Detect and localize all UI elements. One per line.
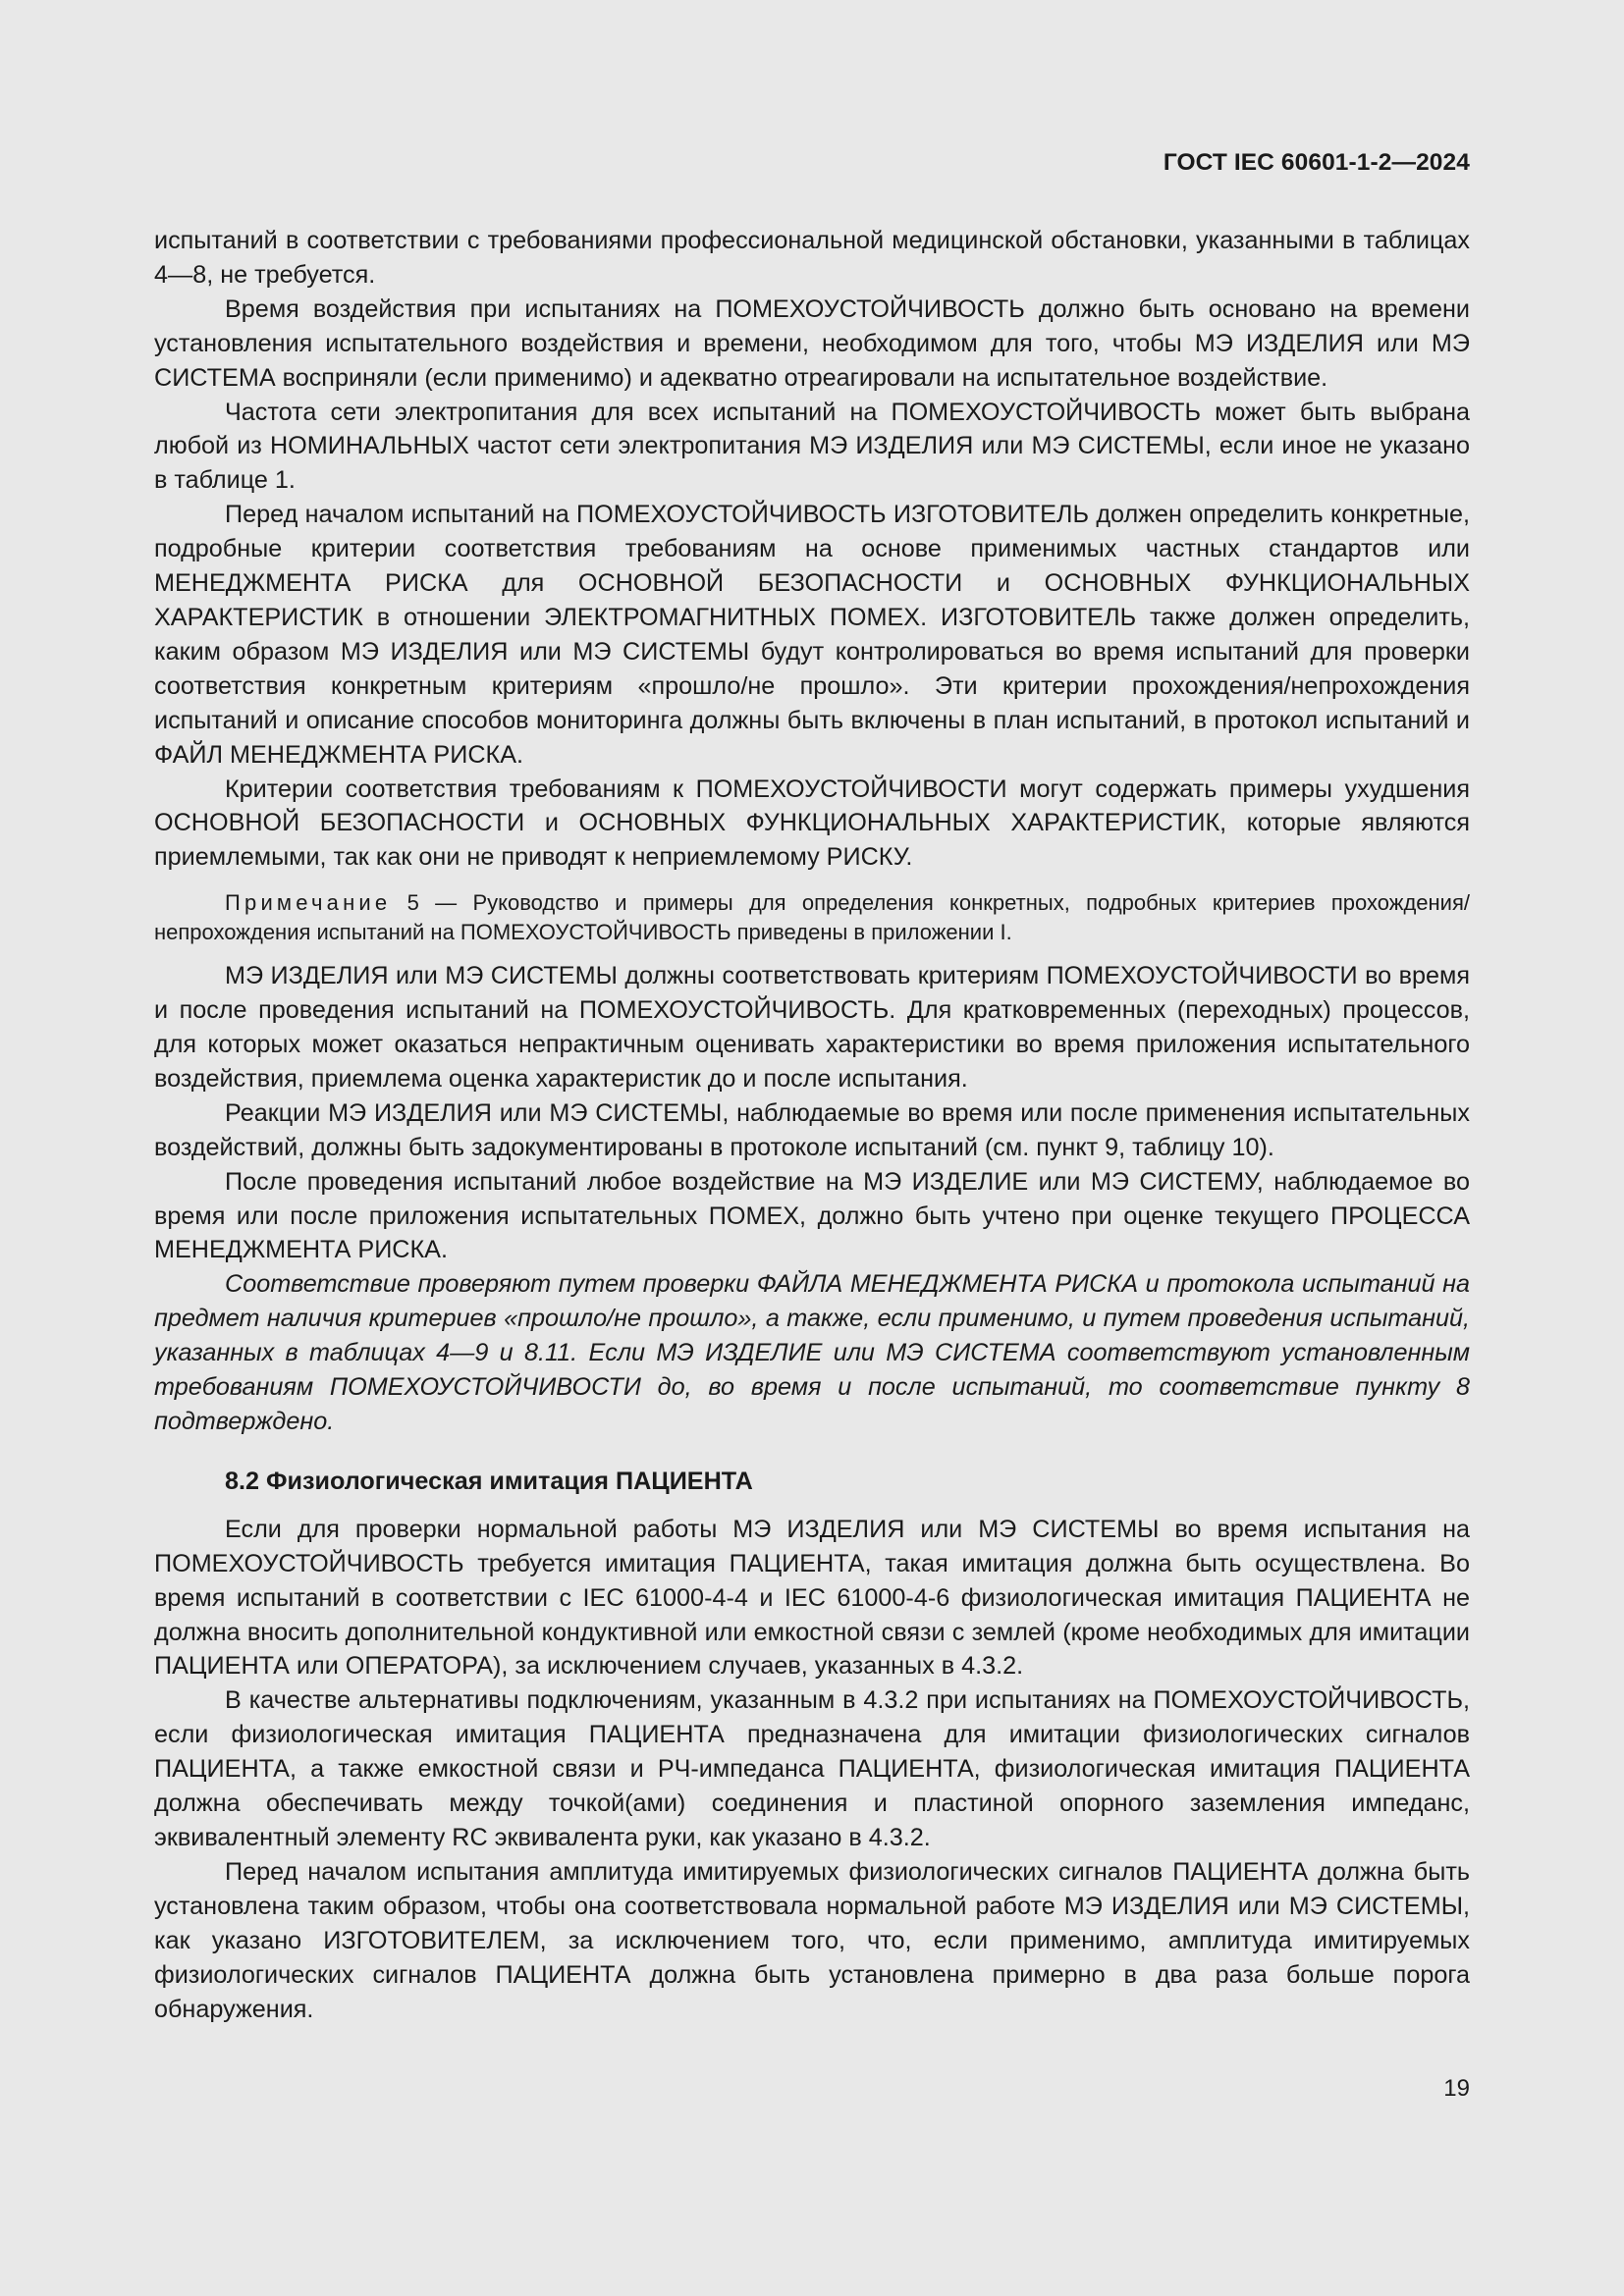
paragraph-pass-fail-criteria: Перед началом испытаний на ПОМЕХОУСТОЙЧИВОСТЬ ИЗГОТОВИТЕЛЬ должен определить конкретные, подробные критерии соответствия требованиям на основе применимых частных стандартов или МЕНЕДЖМЕНТА РИСКА для ОСНОВНОЙ БЕЗОПАСНОСТИ и ОСНОВНЫХ ФУНКЦИОНАЛЬНЫХ ХАРАКТЕРИСТИК в отношении ЭЛЕКТРОМАГНИТНЫХ ПОМЕХ. ИЗГОТОВИТЕЛЬ также должен определить, каким образом МЭ ИЗДЕЛИЯ или МЭ СИСТЕМЫ будут контролироваться во время испытаний для проверки соответствия конкретным критериям «прошло/не прошло». Эти критерии прохождения/непрохождения испытаний и описание способов мониторинга должны быть включены в план испытаний, в протокол испытаний и ФАЙЛ МЕНЕДЖМЕНТА РИСКА. bbox=[154, 501, 1470, 769]
page-number: 19 bbox=[1443, 2075, 1470, 2102]
paragraph-patient-simulation: Если для проверки нормальной работы МЭ ИЗДЕЛИЯ или МЭ СИСТЕМЫ во время испытания на ПОМЕХОУСТОЙЧИВОСТЬ требуется имитация ПАЦИЕНТА, такая имитация должна быть осуществлена. Во время испытаний в соответствии с IEC 61000-4-4 и IEC 61000-4-6 физиологическая имитация ПАЦИЕНТА не должна вносить дополнительной кондуктивной или емкостной связи с землей (кроме необходимых для имитации ПАЦИЕНТА или ОПЕРАТОРА), за исключением случаев, указанных в 4.3.2. bbox=[154, 1515, 1470, 1681]
paragraph-risk-process: После проведения испытаний любое воздействие на МЭ ИЗДЕЛИЕ или МЭ СИСТЕМУ, наблюдаемое во время или после приложения испытательных ПОМЕХ, должно быть учтено при оценке текущего ПРОЦЕССА МЕНЕДЖМЕНТА РИСКА. bbox=[154, 1167, 1470, 1264]
paragraph-signal-amplitude: Перед началом испытания амплитуда имитируемых физиологических сигналов ПАЦИЕНТА должна быть установлена таким образом, чтобы она соответствовала нормальной работе МЭ ИЗДЕЛИЯ или МЭ СИСТЕМЫ, как указано ИЗГОТОВИТЕЛЕМ, за исключением того, что, если применимо, амплитуда имитируемых физиологических сигналов ПАЦИЕНТА должна быть установлена примерно в два раза больше порога обнаружения. bbox=[154, 1857, 1470, 2023]
note-number: 5 — bbox=[391, 890, 473, 916]
section-heading-8-2: 8.2 Физиологическая имитация ПАЦИЕНТА bbox=[225, 1467, 753, 1495]
paragraph-mains-frequency: Частота сети электропитания для всех испытаний на ПОМЕХОУСТОЙЧИВОСТЬ может быть выбрана любой из НОМИНАЛЬНЫХ частот сети электропитания МЭ ИЗДЕЛИЯ или МЭ СИСТЕМЫ, если иное не указано в таблице 1. bbox=[154, 398, 1470, 495]
paragraph-exposure-time: Время воздействия при испытаниях на ПОМЕХОУСТОЙЧИВОСТЬ должно быть основано на времени установления испытательного воздействия и времени, необходимом для того, чтобы МЭ ИЗДЕЛИЯ или МЭ СИСТЕМА восприняли (если применимо) и адекватно отреагировали на испытательное воздействие. bbox=[154, 294, 1470, 392]
paragraph-alternative-connections: В качестве альтернативы подключениям, указанным в 4.3.2 при испытаниях на ПОМЕХОУСТОЙЧИВОСТЬ, если физиологическая имитация ПАЦИЕНТА предназначена для имитации физиологических сигналов ПАЦИЕНТА, а также емкостной связи и РЧ-импеданса ПАЦИЕНТА, физиологическая имитация ПАЦИЕНТА должна обеспечивать между точкой(ами) соединения и пластиной опорного заземления импеданс, эквивалентный элементу RC эквивалента руки, как указано в 4.3.2. bbox=[154, 1686, 1470, 1851]
paragraph-responses-documented: Реакции МЭ ИЗДЕЛИЯ или МЭ СИСТЕМЫ, наблюдаемые во время или после применения испытательных воздействий, должны быть задокументированы в протоколе испытаний (см. пункт 9, таблицу 10). bbox=[154, 1098, 1470, 1161]
note-5 bbox=[154, 888, 1470, 947]
note-text: Руководство и примеры для определения конкретных, подробных критериев прохождения/непрохождения испытаний на ПОМЕХОУСТОЙЧИВОСТЬ приведены в приложении I. bbox=[154, 890, 1470, 945]
paragraph-continuation: испытаний в соответствии с требованиями профессиональной медицинской обстановки, указанными в таблицах 4—8, не требуется. bbox=[154, 227, 1470, 289]
paragraph-immunity-criteria: МЭ ИЗДЕЛИЯ или МЭ СИСТЕМЫ должны соответствовать критериям ПОМЕХОУСТОЙЧИВОСТИ во время и после проведения испытаний на ПОМЕХОУСТОЙЧИВОСТЬ. Для кратковременных (переходных) процессов, для которых может оказаться непрактичным оценивать характеристики во время приложения испытательного воздействия, приемлема оценка характеристик до и после испытания. bbox=[154, 962, 1470, 1093]
page-content bbox=[154, 224, 1470, 2026]
note-label: Примечание bbox=[225, 890, 392, 916]
paragraph-degradation-examples: Критерии соответствия требованиям к ПОМЕХОУСТОЙЧИВОСТИ могут содержать примеры ухудшения ОСНОВНОЙ БЕЗОПАСНОСТИ и ОСНОВНЫХ ФУНКЦИОНАЛЬНЫХ ХАРАКТЕРИСТИК, которые являются приемлемыми, так как они не приводят к неприемлемому РИСКУ. bbox=[154, 774, 1470, 872]
document-header: ГОСТ IEC 60601-1-2—2024 bbox=[1163, 149, 1470, 176]
paragraph-compliance-check: Соответствие проверяют путем проверки ФАЙЛА МЕНЕДЖМЕНТА РИСКА и протокола испытаний на предмет наличия критериев «прошло/не прошло», а также, если применимо, и путем проведения испытаний, указанных в таблицах 4—9 и 8.11. Если МЭ ИЗДЕЛИЕ или МЭ СИСТЕМА соответствуют установленным требованиям ПОМЕХОУСТОЙЧИВОСТИ до, во время и после испытаний, то соответствие пункту 8 подтверждено. bbox=[154, 1270, 1470, 1435]
